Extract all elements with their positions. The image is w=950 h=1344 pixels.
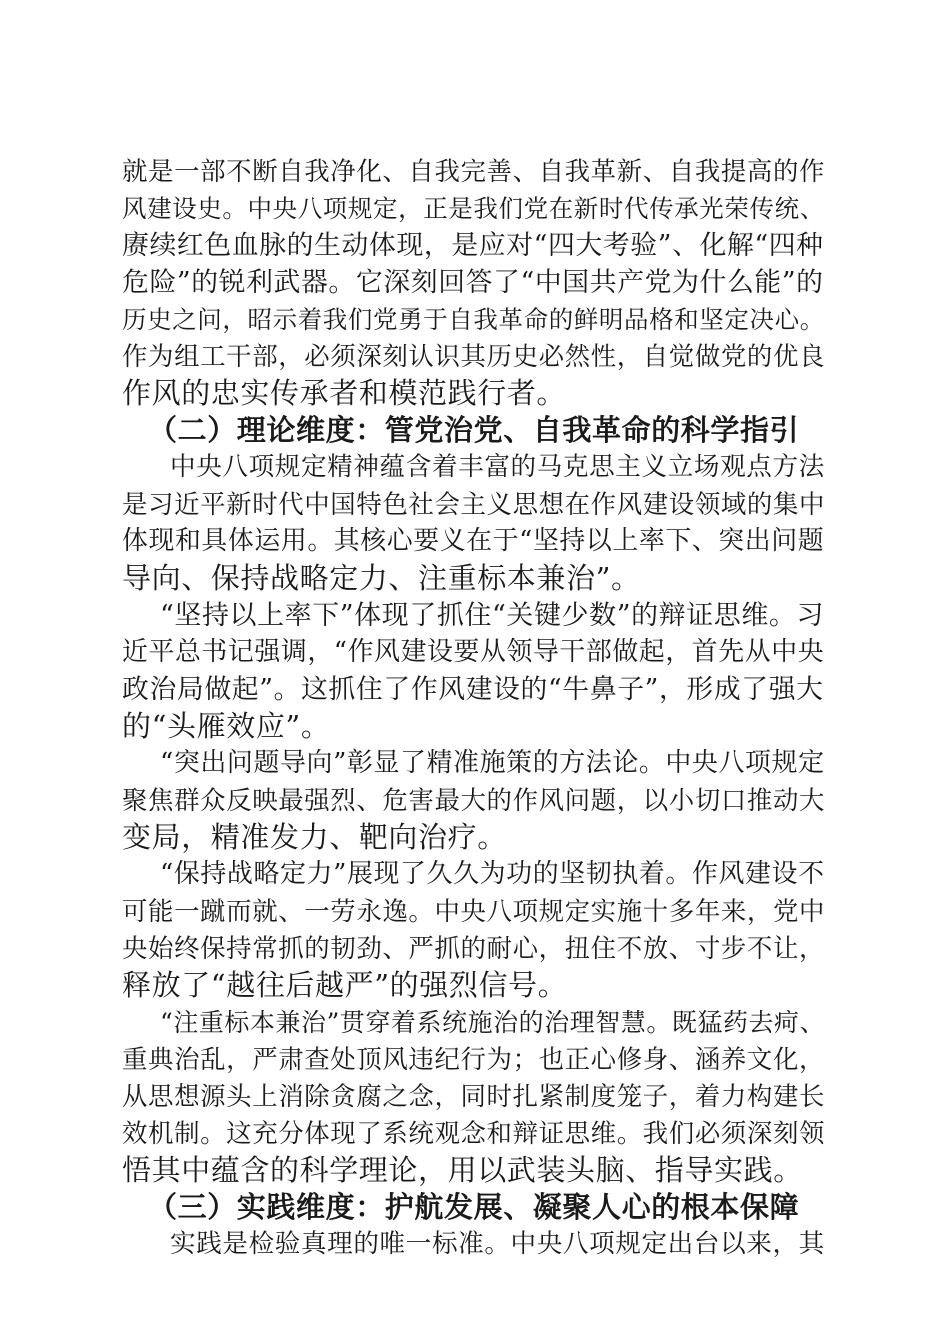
paragraph-line: 风建设史。中央八项规定，正是我们党在新时代传承光荣传统、 bbox=[122, 194, 825, 223]
paragraph-line: 央始终保持常抓的韧劲、严抓的耐心，扭住不放、寸步不让， bbox=[122, 933, 826, 963]
paragraph-line: 近平总书记强调，“作风建设要从领导干部做起，首先从中央 bbox=[122, 637, 825, 667]
paragraph-line: 作为组工干部，必须深刻认识其历史必然性，自觉做党的优良 bbox=[122, 341, 826, 371]
paragraph-line: 历史之问，昭示着我们党勇于自我革命的鲜明品格和坚定决心。 bbox=[122, 305, 825, 334]
paragraph-line: 可能一蹴而就、一劳永逸。中央八项规定实施十多年来，党中 bbox=[122, 896, 826, 926]
paragraph-line: 效机制。这充分体现了系统观念和辩证思维。我们必须深刻领 bbox=[122, 1118, 826, 1148]
paragraph-line: “注重标本兼治”贯穿着系统施治的治理智慧。既猛药去疴、 bbox=[160, 1008, 826, 1037]
paragraph-line: “保持战略定力”展现了久久为功的坚韧执着。作风建设不 bbox=[160, 859, 825, 889]
paragraph-line: 就是一部不断自我净化、自我完善、自我革新、自我提高的作 bbox=[122, 156, 826, 186]
paragraph-line: 作风的忠实传承者和模范践行者。 bbox=[122, 376, 567, 410]
paragraph-line: 变局，精准发力、靶向治疗。 bbox=[122, 820, 507, 854]
paragraph-line: “突出问题导向”彰显了精准施策的方法论。中央八项规定 bbox=[160, 748, 825, 778]
paragraph-line: 聚焦群众反映最强烈、危害最大的作风问题，以小切口推动大 bbox=[122, 785, 826, 815]
paragraph-line: 政治局做起”。这抓住了作风建设的“牛鼻子”，形成了强大 bbox=[122, 674, 824, 705]
section-heading: （三）实践维度：护航发展、凝聚人心的根本保障 bbox=[148, 1190, 800, 1224]
paragraph-line: 重典治乱，严肃查处顶风违纪行为；也正心修身、涵养文化， bbox=[122, 1044, 826, 1074]
paragraph-line: 是习近平新时代中国特色社会主义思想在作风建设领域的集中 bbox=[122, 489, 826, 519]
paragraph-line: “坚持以上率下”体现了抓住“关键少数”的辩证思维。习 bbox=[160, 600, 825, 631]
paragraph-line: 体现和具体运用。其核心要义在于“坚持以上率下、突出问题 bbox=[122, 526, 825, 556]
paragraph-line: 赓续红色血脉的生动体现，是应对“四大考验”、化解“四种 bbox=[122, 230, 824, 261]
paragraph-line: 的“头雁效应”。 bbox=[122, 709, 331, 743]
paragraph-line: 实践是检验真理的唯一标准。中央八项规定出台以来，其 bbox=[170, 1229, 825, 1259]
paragraph-line: 悟其中蕴含的科学理论，用以武装头脑、指导实践。 bbox=[122, 1153, 803, 1187]
paragraph-line: 危险”的锐利武器。它深刻回答了“中国共产党为什么能”的 bbox=[122, 267, 824, 298]
paragraph-line: 释放了“越往后越严”的强烈信号。 bbox=[122, 968, 568, 1002]
section-heading: （二）理论维度：管党治党、自我革命的科学指引 bbox=[148, 413, 800, 447]
paragraph-line: 从思想源头上消除贪腐之念，同时扎紧制度笼子，着力构建长 bbox=[122, 1081, 826, 1111]
paragraph-line: 中央八项规定精神蕴含着丰富的马克思主义立场观点方法 bbox=[170, 452, 825, 482]
paragraph-line: 导向、保持战略定力、注重标本兼治”。 bbox=[122, 561, 641, 595]
